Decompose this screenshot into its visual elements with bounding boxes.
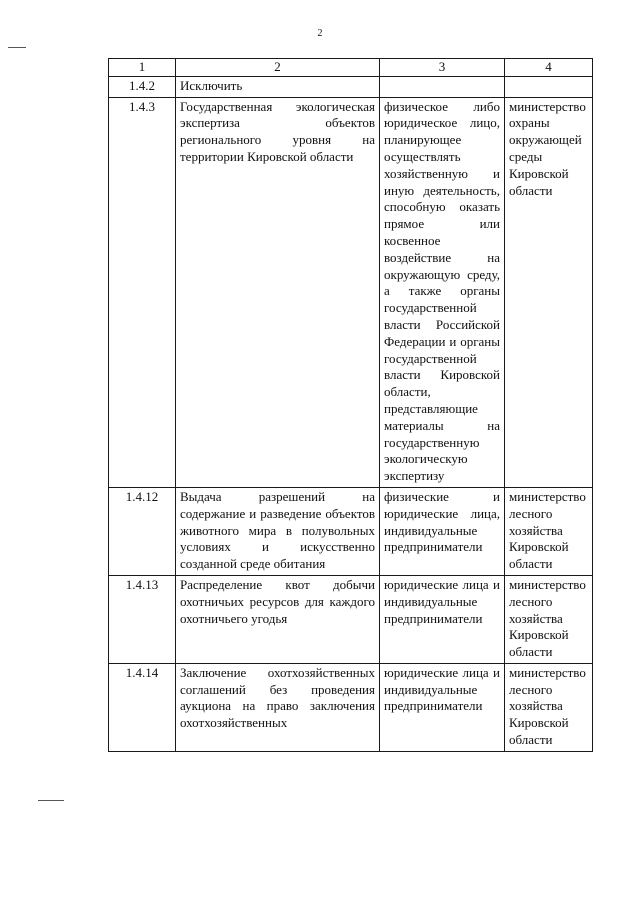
page-number: 2 [317, 28, 323, 39]
table-row [109, 487, 593, 575]
authority-cell: министерство лесного хозяйства Кировской области [505, 575, 593, 663]
scan-margin-mark [38, 800, 64, 801]
applicant-cell: юридические лица и индивидуальные предприниматели [380, 575, 505, 663]
service-name: Распределение квот добычи охотничьих ресурсов для каждого охотничьего угодья [176, 575, 380, 663]
authority-cell: министерство лесного хозяйства Кировской области [505, 663, 593, 751]
table-row [109, 76, 593, 97]
applicant-cell: юридические лица и индивидуальные предприниматели [380, 663, 505, 751]
service-name: Выдача разрешений на содержание и разведение объектов животного мира в полувольных условиях и искусственно созданной среде обитания [176, 487, 380, 575]
authority-cell: министерство лесного хозяйства Кировской области [505, 487, 593, 575]
column-header: 4 [505, 59, 593, 77]
applicant-cell: физическое либо юридическое лицо, планирующее осуществлять хозяйственную и иную деятельность, способную оказать прямое или косвенное воздействие на окружающую среду, а также органы государственной власти Российской Федерации и органы государственной власти Кировской области, представляющие материалы на государственную экологическую экспертизу [380, 97, 505, 487]
table-header-row [109, 59, 593, 77]
service-name: Заключение охотхозяйственных соглашений без проведения аукциона на право заключения охотхозяйственных [176, 663, 380, 751]
service-name: Государственная экологическая экспертиза объектов регионального уровня на территории Кировской области [176, 97, 380, 487]
row-number: 1.4.12 [109, 487, 176, 575]
column-header: 2 [176, 59, 380, 77]
applicant-cell: физические и юридические лица, индивидуальные предприниматели [380, 487, 505, 575]
table-row [109, 663, 593, 751]
authority-cell [505, 76, 593, 97]
services-table [108, 58, 593, 752]
row-number: 1.4.2 [109, 76, 176, 97]
column-header: 3 [380, 59, 505, 77]
table-row [109, 575, 593, 663]
table-row [109, 97, 593, 487]
authority-cell: министерство охраны окружающей среды Кировской области [505, 97, 593, 487]
row-number: 1.4.3 [109, 97, 176, 487]
row-number: 1.4.13 [109, 575, 176, 663]
scan-margin-mark [8, 47, 26, 48]
service-name: Исключить [176, 76, 380, 97]
column-header: 1 [109, 59, 176, 77]
applicant-cell [380, 76, 505, 97]
row-number: 1.4.14 [109, 663, 176, 751]
